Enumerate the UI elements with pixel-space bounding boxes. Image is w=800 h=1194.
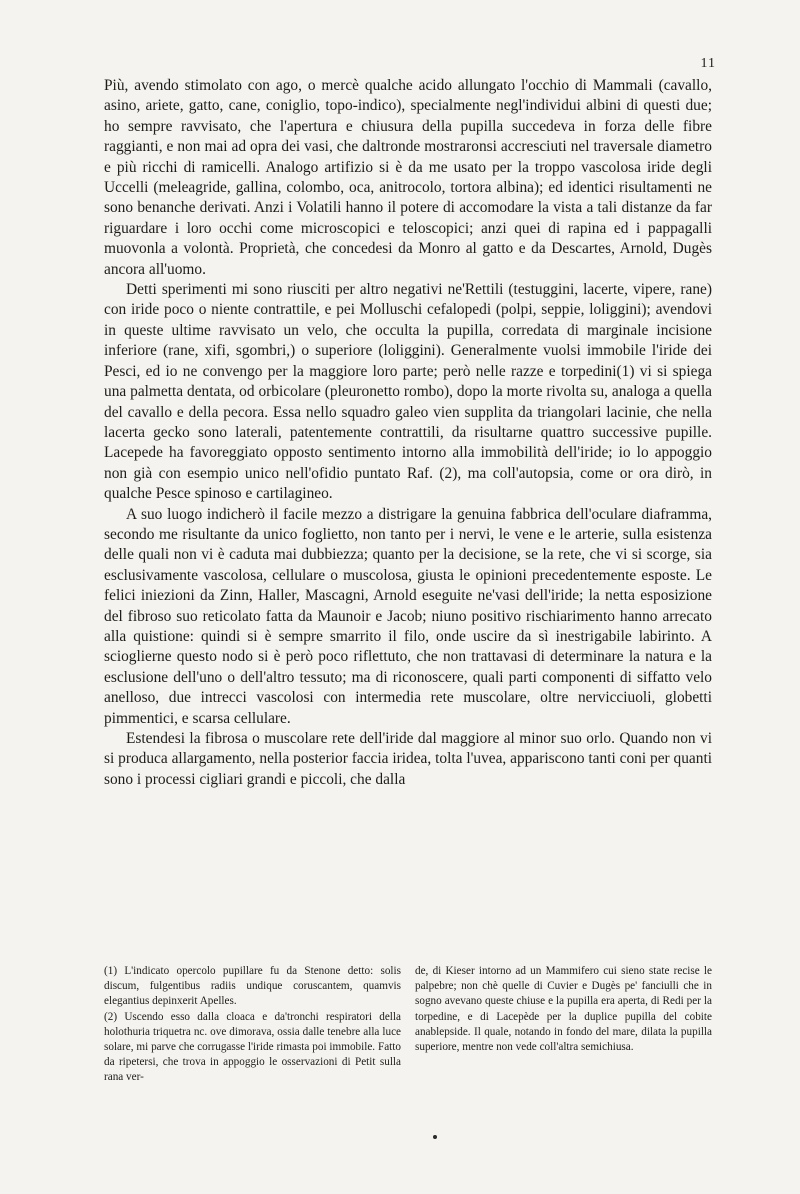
footnote-2: (2) Uscendo esso dalla cloaca e da'tronchi respiratori della holothuria triquetra nc. ove dimorava, ossia dalle tenebre alla luce solare, mi parve che corrugasse l'iride rimasta poi immobile. Fatto da ripetersi, che trova in appoggio le osservazioni di Petit sulla rana ver- bbox=[104, 1010, 401, 1084]
main-text bbox=[104, 76, 712, 790]
footnote-1: (1) L'indicato opercolo pupillare fu da Stenone detto: solis discum, fulgentibus radiis undique coruscantem, quamvis elegantius depinxerit Apelles. bbox=[104, 965, 401, 1008]
footnote-2-continued: de, di Kieser intorno ad un Mammifero cui sieno state recise le palpebre; non chè quelle di Cuvier e Dugès pe' fanciulli che in sogno avevano queste chiuse e la pupilla era aperta, di Redi per la torpedine, e di Lacepède per la duplice pupilla del cobite anablepside. Il quale, notando in fondo del mare, dilata la pupilla superiore, mentre non vede coll'altra semichiusa. bbox=[415, 965, 712, 1054]
footnotes-left-column bbox=[104, 964, 401, 1086]
footnotes bbox=[104, 964, 712, 1086]
paragraph: A suo luogo indicherò il facile mezzo a distrigare la genuina fabbrica dell'oculare diaframma, secondo me risultante da unico foglietto, non tanto per i nervi, le vene e le arterie, sulla esistenza delle quali non vi è caduta mai dubbiezza; quanto per la decisione, se la rete, che vi si scorge, sia esclusivamente vascolosa, cellulare o muscolosa, giusta le opinioni precedentemente esposte. Le felici iniezioni da Zinn, Haller, Mascagni, Arnold eseguite ne'vasi dell'iride; la netta esposizione del fibroso suo reticolato fatta da Maunoir e Jacob; niuno positivo rischiarimento hanno arrecato alla quistione: quindi si è sempre smarrito il filo, onde uscire da sì inestrigabile labirinto. A scioglierne questo nodo si è però poco riflettuto, che non trattavasi di determinare la natura e la esclusione dell'uno o dell'altro tessuto; ma di riconoscere, quali parti componenti di siffatto velo anelloso, due intrecci vascolosi con intermedia rete muscolare, oltre nervicciuoli, globetti pimmentici, e scarsa cellulare. bbox=[104, 505, 712, 727]
print-speck bbox=[433, 1135, 437, 1139]
footnotes-right-column bbox=[415, 964, 712, 1086]
page-number: 11 bbox=[700, 56, 716, 71]
paragraph: Detti sperimenti mi sono riusciti per altro negativi ne'Rettili (testuggini, lacerte, vipere, rane) con iride poco o niente contrattile, e pei Molluschi cefalopedi (polpi, seppie, loliggini); avendovi in queste ultime ravvisato un velo, che occulta la pupilla, corredata di marginale incisione inferiore (rane, xifi, sgombri,) o superiore (loliggini). Generalmente vuolsi immobile l'iride dei Pesci, ed io ne convengo per la maggiore loro parte; però nelle razze e torpedini(1) vi si spiega una palmetta dentata, od orbicolare (pleuronetto rombo), dopo la morte rivolta su, analoga a quella del cavallo e della pecora. Essa nello squadro galeo vien supplita da triangolari lacinie, che nella lacerta gecko sono laterali, patentemente contrattili, da risultarne quattro successive pupille. Lacepede ha favoreggiato opposto sentimento intorno alla immobilità dell'iride; io lo appoggio non già con esempio unico nell'ofidio puntato Raf. (2), ma coll'autopsia, come or ora dirò, in qualche Pesce spinoso e cartilagineo. bbox=[104, 281, 712, 503]
paragraph: Più, avendo stimolato con ago, o mercè qualche acido allungato l'occhio di Mammali (cavallo, asino, ariete, gatto, cane, coniglio, topo-indico), specialmente negl'individui albini di questi due; ho sempre ravvisato, che l'apertura e chiusura della pupilla succedeva in forza delle fibre raggianti, e non mai ad opra dei vasi, che daltronde mostraronsi accresciuti nel traversale diametro e più ricchi di ramicelli. Analogo artifizio si è da me usato per la troppo vascolosa iride degli Uccelli (meleagride, gallina, colombo, oca, anitrocolo, tortora albina); ed identici risultamenti ne sono benanche derivati. Anzi i Volatili hanno il potere di accomodare la vista a tali distanze da far riguardare i loro occhi come microscopici e teloscopici; anzi quei di rapina ed i pappagalli muovonla a volontà. Proprietà, che concedesi da Monro al gatto e da Descartes, Arnold, Dugès ancora all'uomo. bbox=[104, 77, 712, 278]
paragraph: Estendesi la fibrosa o muscolare rete dell'iride dal maggiore al minor suo orlo. Quando non vi si produca allargamento, nella posterior faccia iridea, tolta l'uvea, appariscono tanti coni per quanti sono i processi cigliari grandi e piccoli, che dalla bbox=[104, 730, 712, 788]
